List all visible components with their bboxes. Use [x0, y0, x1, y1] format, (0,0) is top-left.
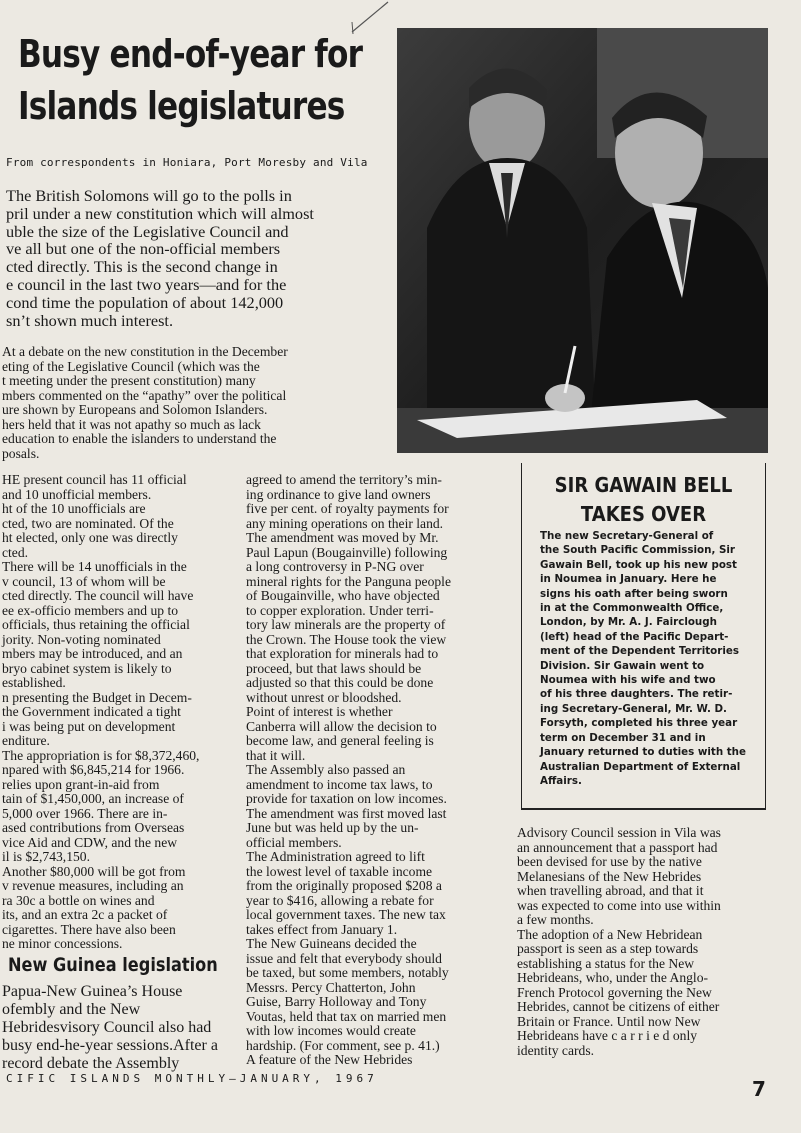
- text-line: visory Council also had busy end-: [2, 1019, 212, 1054]
- text-line: issue and felt that everybody should: [246, 950, 442, 966]
- text-line: from the originally proposed $208 a: [246, 878, 442, 893]
- caption-line: the South Pacific Commission, Sir: [540, 544, 735, 557]
- text-line: passport is seen as a step towards: [517, 941, 699, 956]
- article-headline: [18, 28, 363, 132]
- intro-line: sn’t shown much interest.: [6, 310, 174, 330]
- text-line: jority. Non-voting nominated: [2, 631, 161, 647]
- intro-paragraph: [6, 187, 354, 329]
- text-line: The Administration agreed to lift: [246, 849, 425, 864]
- column-1-continued: [2, 983, 227, 1073]
- caption-line: in Noumea in January. Here he: [540, 573, 717, 586]
- text-line: and 10 unofficial members.: [2, 486, 152, 502]
- intro-line: uble the size of the Legislative Council and: [6, 221, 289, 241]
- text-line: Advisory Council session in Vila was: [517, 825, 721, 840]
- text-line: cted, two are nominated. Of the: [2, 515, 174, 531]
- text-line: Another $80,000 will be got from: [2, 863, 186, 879]
- text-line: to copper exploration. Under terri-: [246, 602, 434, 618]
- text-line: been devised for use by the native: [517, 854, 702, 869]
- caption-box: [521, 463, 766, 810]
- text-line: when travelling abroad, and that it: [517, 883, 704, 898]
- text-line: any mining operations on their land.: [246, 515, 444, 531]
- text-line: its, and an extra 2c a packet of: [2, 907, 168, 922]
- column-1: [2, 473, 227, 952]
- text-line: i was being put on development: [2, 718, 176, 734]
- text-line: Guise, Barry Holloway and Tony: [246, 994, 427, 1009]
- caption-line: The new Secretary-General of: [540, 530, 714, 542]
- caption-line: Gawain Bell, took up his new post: [540, 558, 737, 571]
- text-line: establishing a status for the New: [517, 955, 695, 971]
- lead-line: eting of the Legislative Council (which was the: [2, 358, 260, 374]
- text-line: that exploration for minerals had to: [246, 646, 439, 661]
- page-number: 7: [752, 1077, 766, 1101]
- text-line: Hebrideans have c a r r i e d only: [517, 1028, 698, 1043]
- caption-title: [534, 471, 753, 529]
- text-line: 5,000 over 1966. There are in-: [2, 805, 168, 821]
- text-line: identity cards.: [517, 1042, 595, 1058]
- text-line: cted.: [2, 544, 29, 560]
- text-line: A feature of the New Hebrides: [246, 1052, 413, 1067]
- text-line: ing ordinance to give land owners: [246, 486, 431, 502]
- caption-line: Australian Department of External: [540, 760, 741, 773]
- text-line: vice Aid and CDW, and the new: [2, 834, 178, 850]
- text-line: Canberra will allow the decision to: [246, 718, 437, 734]
- text-line: provide for taxation on low incomes.: [246, 791, 447, 806]
- lead-line: education to enable the islanders to understand the: [2, 431, 277, 446]
- text-line: After a record debate the Assembly: [2, 1037, 218, 1072]
- intro-line: e council in the last two years—and for the: [6, 274, 287, 294]
- caption-line: signs his oath after being sworn: [540, 587, 728, 600]
- text-line: was expected to come into use within: [517, 897, 721, 913]
- text-line: bryo cabinet system is likely to: [2, 660, 172, 676]
- subhead-new-guinea: New Guinea legislation: [8, 954, 218, 976]
- text-line: ra 30c a bottle on wines and: [2, 892, 155, 908]
- caption-line: January returned to duties with the: [540, 746, 746, 759]
- text-line: ee ex-officio members and up to: [2, 602, 179, 618]
- caption-line: Affairs.: [540, 774, 582, 787]
- text-line: June but was held up by the un-: [246, 820, 419, 835]
- text-line: officials, thus retaining the official: [2, 617, 190, 632]
- intro-line: The British Solomons will go to the polls in: [6, 186, 292, 205]
- text-line: ht of the 10 unofficials are: [2, 501, 146, 516]
- text-line: local government taxes. The new tax: [246, 907, 446, 922]
- text-line: enditure.: [2, 733, 50, 748]
- text-line: the lowest level of taxable income: [246, 863, 433, 879]
- text-line: year to $416, allowing a rebate for: [246, 892, 434, 908]
- caption-line: in at the Commonwealth Office,: [540, 602, 724, 615]
- text-line: a long controversy in P-NG over: [246, 559, 424, 574]
- column-3: [517, 826, 769, 1058]
- text-line: The adoption of a New Hebridean: [517, 926, 703, 942]
- text-line: the Crown. The House took the view: [246, 631, 447, 647]
- text-line: adjusted so that this could be done: [246, 675, 434, 690]
- text-line: cted directly. The council will have: [2, 588, 194, 603]
- text-line: Britain or France. Until now New: [517, 1013, 701, 1029]
- lead-line: At a debate on the new constitution in the December: [2, 344, 288, 359]
- caption-line: Noumea with his wife and two: [540, 674, 716, 687]
- text-line: HE present council has 11 official: [2, 472, 187, 487]
- text-line: Melanesians of the New Hebrides: [517, 868, 702, 884]
- text-line: relies upon grant-in-aid from: [2, 776, 160, 792]
- text-line: ht elected, only one was directly: [2, 530, 178, 545]
- text-line: v council, 13 of whom will be: [2, 573, 166, 589]
- text-line: the Government indicated a tight: [2, 704, 181, 719]
- text-line: npared with $6,845,214 for 1966.: [2, 762, 185, 777]
- photo-signing-oath: [397, 28, 768, 453]
- lead-line: ure shown by Europeans and Solomon Islanders.: [2, 402, 268, 417]
- lead-line: posals.: [2, 445, 40, 461]
- caption-title-line: TAKES OVER: [580, 502, 707, 526]
- headline-line-2: Islands legislatures: [18, 84, 345, 128]
- text-line: without unrest or bloodshed.: [246, 689, 402, 705]
- text-line: Papua-New Guinea’s House of: [2, 983, 183, 1018]
- text-line: il is $2,743,150.: [2, 849, 90, 864]
- text-line: official members.: [246, 834, 342, 850]
- byline: From correspondents in Honiara, Port Moresby and Vila: [6, 156, 368, 169]
- caption-line: Forsyth, completed his three year: [540, 717, 738, 730]
- intro-line: cond time the population of about 142,000: [6, 292, 284, 312]
- text-line: mineral rights for the Panguna people: [246, 573, 451, 589]
- text-line: he-year sessions.: [64, 1037, 174, 1054]
- text-line: mbers may be introduced, and an: [2, 646, 183, 661]
- column-2: [246, 473, 497, 1068]
- text-line: tain of $1,450,000, an increase of: [2, 791, 184, 806]
- caption-line: term on December 31 and in: [540, 731, 706, 744]
- lead-line: mbers commented on the “apathy” over the political: [2, 387, 287, 403]
- intro-line: pril under a new constitution which will almost: [6, 203, 314, 223]
- text-line: Hebrides, cannot be citizens of either: [517, 999, 720, 1014]
- text-line: The amendment was first moved last: [246, 805, 447, 821]
- text-line: Paul Lapun (Bougainville) following: [246, 544, 448, 560]
- text-line: an announcement that a passport had: [517, 839, 718, 855]
- text-line: v revenue measures, including an: [2, 878, 184, 893]
- text-line: established.: [2, 675, 66, 690]
- text-line: takes effect from January 1.: [246, 921, 398, 937]
- text-line: become law, and general feeling is: [246, 733, 434, 748]
- caption-body: [540, 529, 752, 788]
- caption-title-line: SIR GAWAIN BELL: [554, 473, 733, 497]
- text-line: The New Guineans decided the: [246, 936, 417, 951]
- text-line: be taxed, but some members, notably: [246, 965, 449, 980]
- text-line: Point of interest is whether: [246, 704, 393, 719]
- text-line: French Protocol governing the New: [517, 984, 712, 1000]
- text-line: with low incomes would create: [246, 1023, 416, 1038]
- text-line: n presenting the Budget in Decem-: [2, 689, 192, 705]
- text-line: a few months.: [517, 912, 594, 927]
- headline-line-1: Busy end-of-year for: [18, 32, 363, 76]
- text-line: amendment to income tax laws, to: [246, 776, 433, 792]
- caption-line: of his three daughters. The retir-: [540, 688, 733, 701]
- text-line: cigarettes. There have also been: [2, 921, 176, 937]
- lead-line: t meeting under the present constitution) many: [2, 373, 256, 388]
- caption-line: ment of the Dependent Territories: [540, 645, 739, 658]
- text-line: proceed, but that laws should be: [246, 660, 422, 676]
- text-line: that it will.: [246, 747, 306, 763]
- second-paragraph: [2, 345, 354, 461]
- text-line: There will be 14 unofficials in the: [2, 559, 187, 574]
- text-line: five per cent. of royalty payments for: [246, 501, 449, 516]
- text-line: Messrs. Percy Chatterton, John: [246, 979, 416, 995]
- caption-line: London, by Mr. A. J. Fairclough: [540, 616, 717, 629]
- text-line: tory law minerals are the property of: [246, 617, 446, 632]
- caption-line: Division. Sir Gawain went to: [540, 659, 705, 672]
- text-line: Voutas, held that tax on married men: [246, 1008, 447, 1024]
- text-line: Hebrideans, who, under the Anglo-: [517, 970, 709, 985]
- pen-mark: [350, 0, 390, 36]
- text-line: embly and the New Hebrides: [2, 1001, 141, 1036]
- text-line: The Assembly also passed an: [246, 762, 406, 777]
- caption-line: ing Secretary-General, Mr. W. D.: [540, 702, 727, 715]
- lead-line: hers held that it was not apathy so much as lack: [2, 416, 261, 432]
- text-line: The appropriation is for $8,372,460,: [2, 747, 200, 763]
- page-footer: CIFIC ISLANDS MONTHLY—JANUARY, 1967: [6, 1072, 378, 1085]
- text-line: The amendment was moved by Mr.: [246, 530, 439, 545]
- intro-line: ve all but one of the non-official members: [6, 239, 281, 259]
- text-line: agreed to amend the territory’s min-: [246, 472, 442, 487]
- text-line: ne minor concessions.: [2, 936, 123, 951]
- text-line: hardship. (For comment, see p. 41.): [246, 1037, 440, 1053]
- text-line: of Bougainville, who have objected: [246, 588, 440, 603]
- caption-line: (left) head of the Pacific Depart-: [540, 630, 729, 643]
- intro-line: cted directly. This is the second change in: [6, 257, 278, 277]
- text-line: ased contributions from Overseas: [2, 820, 185, 835]
